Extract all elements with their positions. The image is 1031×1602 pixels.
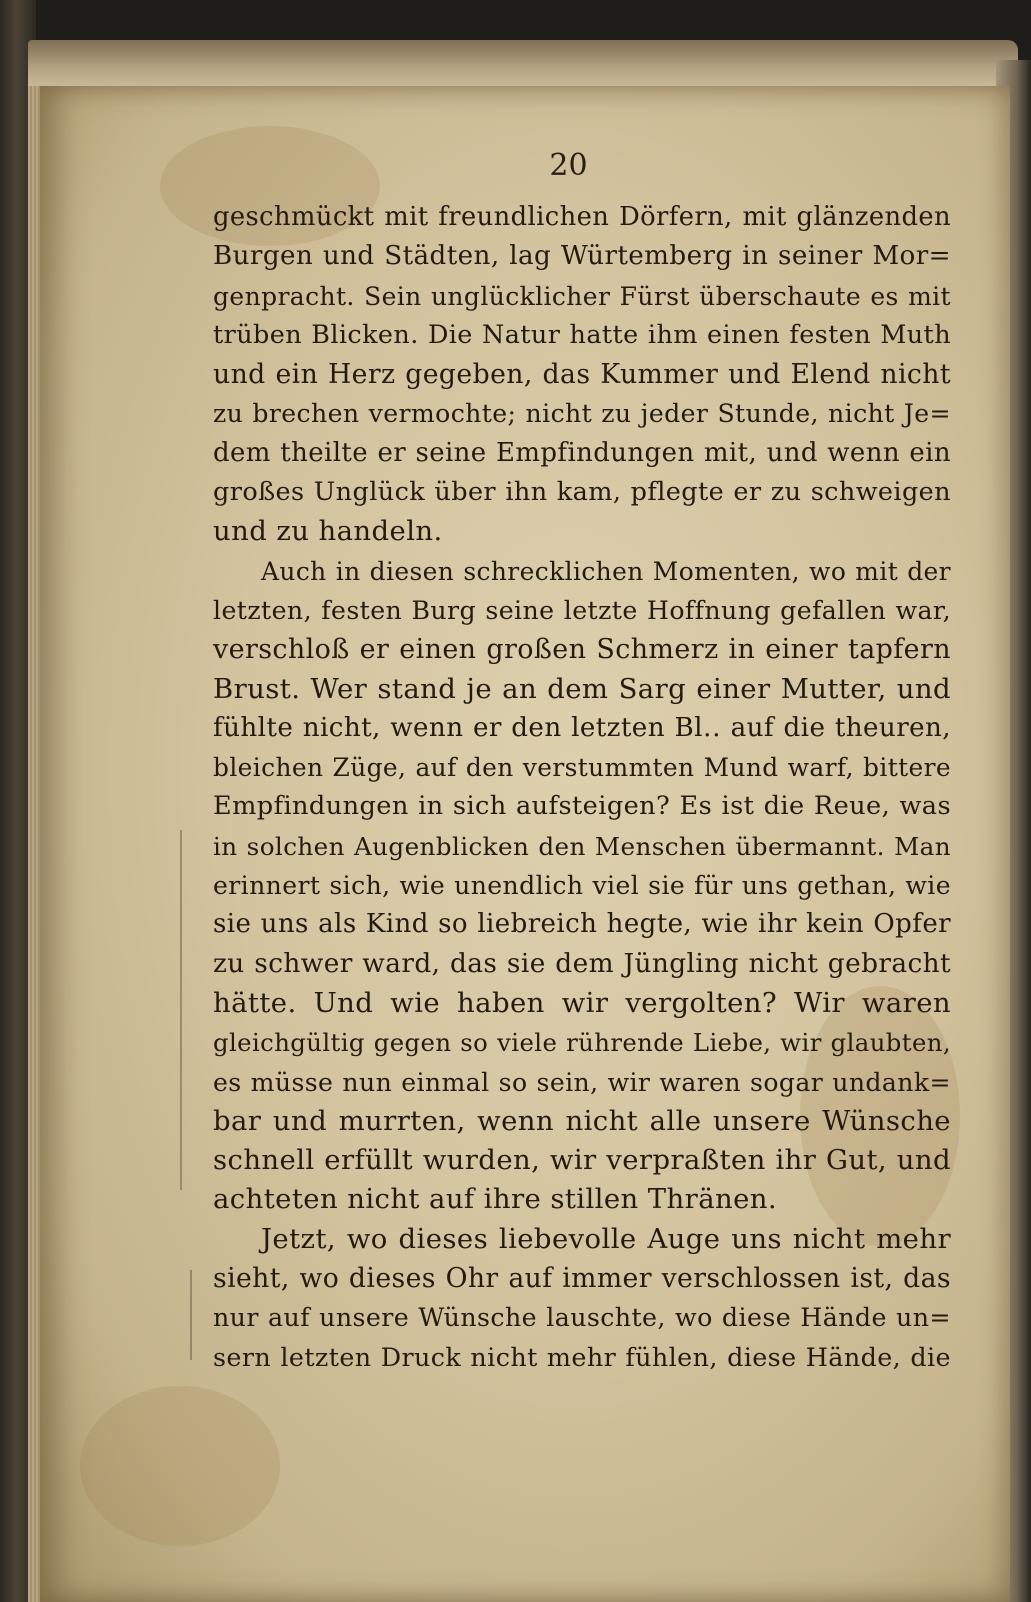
text-line: großes Unglück über ihn kam, pflegte er zu schweigen [213,477,951,508]
text-line: sie uns als Kind so liebreich hegte, wie ihr kein Opfer [213,909,951,940]
text-line: Empfindungen in sich aufsteigen? Es ist die Reue, was [213,791,951,822]
text-line: nur auf unsere Wünsche lauschte, wo diese Hände un= [213,1303,951,1333]
text-line: es müsse nun einmal so sein, wir waren sogar undank= [213,1067,951,1097]
text-line: gleichgültig gegen so viele rührende Liebe, wir glaubten, [213,1028,951,1058]
text-line: und ein Herz gegeben, das Kummer und Elend nicht [213,359,951,391]
body-text [213,198,951,1377]
paper-stain [80,1386,280,1546]
page-number: 20 [549,148,588,183]
text-line: Brust. Wer stand je an dem Sarg einer Mutter, und [213,672,951,705]
text-line: Auch in diesen schrecklichen Momenten, wo mit der [261,556,951,586]
text-line: bar und murrten, wenn nicht alle unsere Wünsche [213,1104,951,1137]
text-line: sieht, wo dieses Ohr auf immer verschlossen ist, das [213,1263,951,1295]
margin-line [180,830,182,1190]
text-line: hätte. Und wie haben wir vergolten? Wir waren [213,986,951,1019]
text-line: Jetzt, wo dieses liebevolle Auge uns nicht mehr [261,1222,951,1255]
text-line: trüben Blicken. Die Natur hatte ihm einen festen Muth [213,319,951,350]
text-line: genpracht. Sein unglücklicher Fürst überschaute es mit [213,281,951,311]
text-line: zu schwer ward, das sie dem Jüngling nicht gebracht [213,948,951,979]
text-line: erinnert sich, wie unendlich viel sie für uns gethan, wie [213,871,951,901]
text-line: bleichen Züge, auf den verstummten Mund warf, bittere [213,753,951,783]
text-line: sern letzten Druck nicht mehr fühlen, diese Hände, die [213,1341,951,1372]
text-line: geschmückt mit freundlichen Dörfern, mit glänzenden [213,202,951,232]
text-line: zu brechen vermochte; nicht zu jeder Stunde, nicht Je= [213,399,951,429]
text-line: in solchen Augenblicken den Menschen übermannt. Man [213,831,951,861]
text-line: dem theilte er seine Empfindungen mit, und wenn ein [213,437,951,468]
text-line: Burgen und Städten, lag Würtemberg in seiner Mor= [213,241,951,272]
text-line: letzten, festen Burg seine letzte Hoffnung gefallen war, [213,595,951,625]
text-line: achteten nicht auf ihre stillen Thränen. [213,1183,778,1216]
margin-line [190,1270,192,1360]
text-line: fühlte nicht, wenn er den letzten Bl․․ auf die theuren, [213,712,951,743]
text-line: und zu handeln. [213,515,443,548]
text-line: verschloß er einen großen Schmerz in einer tapfern [213,634,951,666]
page-top-edge [28,40,1018,92]
text-line: schnell erfüllt wurden, wir verpraßten ihr Gut, und [213,1144,951,1177]
